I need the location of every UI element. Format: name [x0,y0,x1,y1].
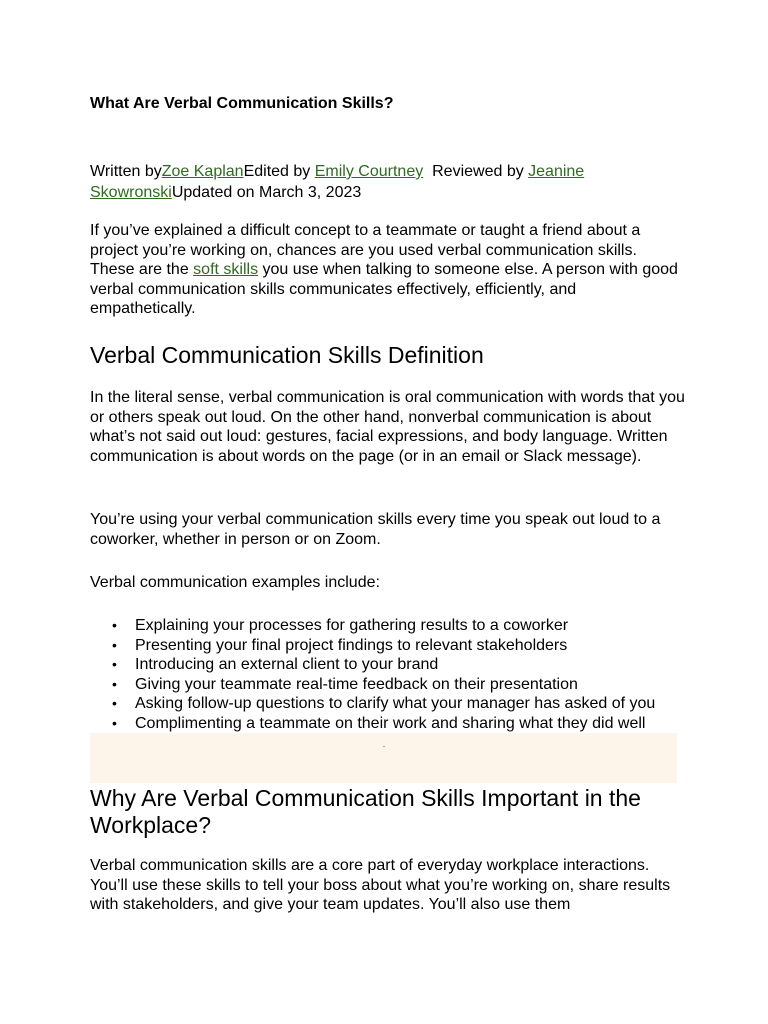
bullet-icon: • [112,636,117,653]
reviewer-link[interactable]: Jeanine Skowronski [90,163,585,201]
updated-date: Updated on March 3, 2023 [171,184,362,201]
intro-text-1: If you’ve explained a difficult concept to a teammate or taught a friend about a project you’re working on, chances are you used verbal communication skills. These are the [90,222,641,279]
ad-placeholder-band [90,733,677,783]
intro-text-2: you use when talking to someone else. A person with good verbal communication skills communicates effectively, efficiently, and empathetically. [90,261,678,318]
definition-paragraph-2: You’re using your verbal communication skills every time you speak out loud to a coworker, whether in person or on Zoom. [90,511,661,548]
section-heading-importance: Why Are Verbal Communication Skills Important in the Workplace? [90,785,641,838]
bullet-icon: • [112,617,117,633]
list-item: • Complimenting a teammate on their work and sharing what they did well [112,714,646,732]
ad-marker-dot [383,746,385,747]
intro-paragraph [90,221,685,319]
importance-paragraph-1: Verbal communication skills are a core part of everyday workplace interactions. You’ll use these skills to tell your boss about what you’re working on, share results with stakeholders, and give your team updates. You’ll also use them [90,857,671,914]
list-item: • Introducing an external client to your brand [112,656,439,673]
examples-list [90,616,690,733]
list-item: • Giving your teammate real-time feedback on their presentation [112,675,578,693]
edited-by-label: Edited by [243,163,315,180]
list-item: • Presenting your final project findings to relevant stakeholders [112,636,568,654]
byline [90,161,650,203]
reviewed-by-label: Reviewed by [423,163,529,180]
bullet-icon: • [112,656,117,672]
bullet-icon: • [112,695,117,711]
section-heading-definition: Verbal Communication Skills Definition [90,342,484,368]
definition-paragraph-1: In the literal sense, verbal communication is oral communication with words that you or others speak out loud. On the other hand, nonverbal communication is about what’s not said out loud: gestures, facial expressions, and body language. Written communication is about words on the page (or in an email or Slack message). [90,389,685,465]
definition-paragraph-3: Verbal communication examples include: [90,574,380,591]
soft-skills-link[interactable]: soft skills [193,261,259,279]
article-title: What Are Verbal Communication Skills? [90,95,394,112]
bullet-icon: • [112,675,117,692]
written-by-label: Written by [90,163,162,180]
author-link[interactable]: Zoe Kaplan [161,163,244,180]
list-item: • Explaining your processes for gathering results to a coworker [112,617,569,634]
editor-link[interactable]: Emily Courtney [314,163,424,180]
list-item: • Asking follow-up questions to clarify what your manager has asked of you [112,695,656,712]
bullet-icon: • [112,714,117,731]
